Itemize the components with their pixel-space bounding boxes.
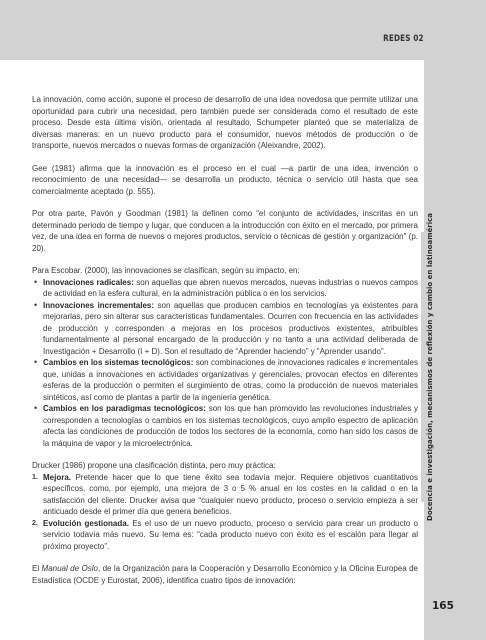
- innovation-impact-list: [32, 277, 418, 450]
- list-item: [32, 300, 418, 358]
- list-item-text: son los que han promovido las revoluciones industriales y corresponden a tecnologías o cambios en los sistemas tecnológicos, cuyo amplio espectro de aplicación afecta las condiciones de producción de todos los sectores de la economía, como han sido los casos de la máquina de vapor y la microelectrónica.: [43, 404, 419, 448]
- list-item-text: son combinaciones de innovaciones radicales e incrementales que, unidas a innovaciones en actividades organizativas y gerenciales, provocan efectos en diferentes esferas de la producción o permiten el surgimiento de otras, como la producción de nuevos materiales sintéticos, así como de plantas a partir de la ingeniería genética.: [43, 358, 419, 402]
- paragraph-gee: Gee (1981) afirma que la innovación es el proceso en el cual —a partir de una idea, invención o reconocimiento de una necesidad— se desarrolla un producto, técnica o servicio útil hasta que sea comercialmente aceptado (p. 555).: [32, 163, 418, 196]
- page-body: [32, 94, 418, 597]
- list-item-number: 1.: [32, 473, 38, 481]
- list-item-text: Pretende hacer que lo que tiene éxito sea todavía mejor. Requiere objetivos cuantitativos específicos, como, por ejemplo, una mejora de 3 o 5 % anual en los costes en la calidad o en la satisfacción del cliente. Drucker avisa que “cualquier nuevo producto, proceso o servicio empieza a ser anticuado desde el primer día que genera beneficios.: [43, 472, 418, 516]
- list-item-text: son aquellas que abren nuevos mercados, nuevas industrias o nuevos campos de actividad en la esfera cultural, en la administración pública o en los servicios.: [43, 277, 419, 298]
- list-item-text: son aquellas que producen cambios en tecnologías ya existentes para mejorarlas, pero sin alterar sus características fundamentales. Ocurren con frecuencia en las actividades de producción y corresponden a mejoras en los procesos productivos existentes, atribuibles fundamentalmente al personal encargado de la producción y no tanto a una actividad deliberada de Investigación + Desarrollo (I + D). Son el resultado de “Aprender haciendo” y “Aprender usando”.: [43, 300, 418, 356]
- paragraph-pavon-goodman: Por otra parte, Pavón y Goodman (1981) la definen como “el conjunto de actividades, inscritas en un determinado periodo de tiempo y lugar, que conducen a la introducción con éxito en el mercado, por primera vez, de una idea en forma de nuevos o mejores productos, servicio o técnicas de gestión y organización” (p. 20).: [32, 209, 418, 253]
- list-item: [32, 403, 418, 449]
- paragraph-oslo-manual: [32, 563, 418, 586]
- list-item-term: Cambios en los sistemas tecnológicos:: [43, 358, 194, 367]
- drucker-classification-list: [32, 472, 418, 553]
- list-item-term: Mejora.: [43, 472, 72, 482]
- list-item: [32, 357, 418, 403]
- oslo-manual-title: Manual de Oslo: [41, 564, 98, 573]
- oslo-text-end: , de la Organización para la Cooperación y Desarrollo Económico y la Oficina Europea de Estadística (OCDE y Eurostat, 2006), identifica cuatro tipos de innovación:: [32, 564, 419, 585]
- paragraph-innovation-definition: La innovación, como acción, supone el proceso de desarrollo de una idea novedosa que permite utilizar una oportunidad para cubrir una necesidad, pero también puede ser considerada como el resultado de este proceso. Desde esta última visión, orientada al resultado, Schumpeter planteó que se materializa de diversas maneras: en un nuevo producto para el consumidor, nuevos métodos de producción o de transporte, nuevos mercados o nuevas formas de organización (Aleixandre, 2002).: [32, 95, 418, 150]
- list-item-term: Innovaciones incrementales:: [43, 300, 155, 310]
- list-item-term: Cambios en los paradigmas tecnológicos:: [43, 404, 206, 413]
- list-item: [32, 277, 418, 300]
- header-bar: [0, 0, 486, 60]
- vertical-book-title: Docencia e investigación, mecanismos de reflexión y cambio en latinoamérica: [426, 213, 434, 521]
- list-item: [32, 518, 418, 553]
- list-item-term: Innovaciones radicales:: [43, 277, 134, 287]
- list-item-term: Evolución gestionada.: [43, 518, 129, 528]
- oslo-text-start: El: [32, 564, 42, 573]
- paragraph-drucker-intro: Drucker (1986) propone una clasificación distinta, pero muy práctica:: [32, 461, 276, 470]
- page-number: 165: [432, 600, 454, 612]
- paragraph-escobar-intro: Para Escobar. (2000), las innovaciones se clasifican, según su impacto, en:: [32, 266, 300, 275]
- list-item: [32, 472, 418, 518]
- list-item-number: 2.: [32, 519, 38, 527]
- list-item-text: Es el uso de un nuevo producto, proceso o servicio para crear un producto o servicio todavía más nuevo. Su lema es: “cada producto nuevo con éxito es el escalón para llegar al próximo proyecto”.: [43, 518, 419, 551]
- section-label: REDES 02: [383, 34, 424, 44]
